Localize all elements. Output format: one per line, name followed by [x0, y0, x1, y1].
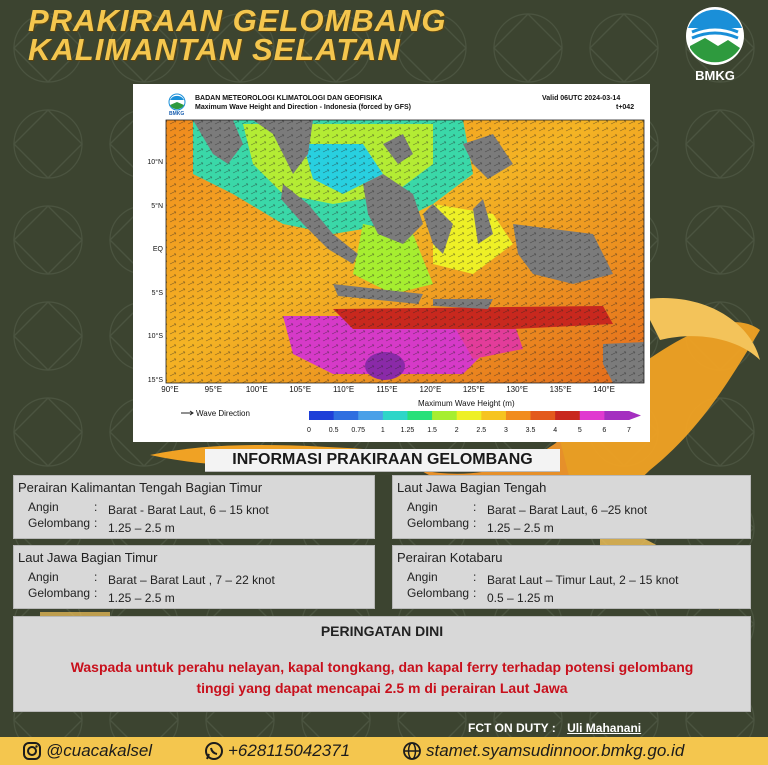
colorbar-tick: 0.75: [351, 427, 366, 434]
colorbar-segment: [334, 411, 359, 420]
colorbar: [309, 411, 641, 420]
lon-label: 100°E: [245, 385, 268, 394]
map-logo: [169, 94, 185, 110]
lat-label: 5°N: [151, 202, 163, 210]
gelombang-label: Gelombang: [407, 586, 470, 600]
card-title: Laut Jawa Bagian Tengah: [397, 480, 547, 495]
warning-line-1: Waspada untuk perahu nelayan, kapal tongkang, dan kapal ferry terhadap potensi gelombang: [70, 659, 694, 675]
angin-colon: :: [473, 570, 477, 584]
card-title: Perairan Kotabaru: [397, 550, 503, 565]
angin-value: Barat Laut – Timur Laut, 2 – 15 knot: [487, 573, 679, 587]
gelombang-value: 1.25 – 2.5 m: [108, 591, 175, 605]
colorbar-tick: 1.5: [427, 427, 437, 434]
colorbar-tick: 0: [307, 427, 311, 434]
bmkg-logo-text: BMKG: [695, 68, 735, 83]
gelombang-label: Gelombang: [407, 516, 470, 530]
card-title: Perairan Kalimantan Tengah Bagian Timur: [18, 480, 263, 495]
colorbar-tick: 3: [503, 427, 508, 434]
gelombang-colon: :: [473, 516, 477, 530]
forecast-card: [392, 545, 751, 609]
gelombang-value: 1.25 – 2.5 m: [487, 521, 554, 535]
colorbar-segment: [531, 411, 556, 420]
gelombang-value: 1.25 – 2.5 m: [108, 521, 175, 535]
map-plot: [166, 120, 644, 383]
colorbar-tick: 3.5: [525, 427, 536, 434]
bmkg-logo: [680, 4, 750, 84]
lon-label: 120°E: [419, 385, 442, 394]
lon-label: 140°E: [593, 385, 615, 394]
angin-label: Angin: [28, 500, 59, 514]
warning-panel: [13, 616, 751, 712]
lon-label: 115°E: [376, 385, 398, 394]
title-line-1: PRAKIRAAN GELOMBANG: [28, 3, 447, 38]
map-agency: BADAN METEOROLOGI KLIMATOLOGI DAN GEOFISIKA: [195, 95, 383, 102]
fct-on-duty: [468, 721, 641, 735]
colorbar-segment: [309, 411, 334, 420]
warning-text: [22, 657, 742, 699]
lon-label: 90°E: [161, 385, 179, 394]
angin-colon: :: [94, 570, 98, 584]
angin-value: Barat – Barat Laut, 6 –25 knot: [487, 503, 648, 517]
warning-line-2: tinggi yang dapat mencapai 2.5 m di perairan Laut Jawa: [196, 680, 568, 696]
lon-label: 95°E: [204, 385, 223, 394]
wave-direction-arrow-icon: [181, 411, 193, 415]
angin-value: Barat – Barat Laut , 7 – 22 knot: [108, 573, 275, 587]
lat-label: 10°S: [147, 333, 163, 340]
instagram-handle[interactable]: @cuacakalsel: [46, 741, 153, 760]
colorbar-segment: [580, 411, 605, 420]
lat-label: 15°S: [147, 376, 163, 384]
info-section-title: INFORMASI PRAKIRAAN GELOMBANG: [205, 449, 560, 472]
lat-label: 10°N: [147, 159, 163, 166]
gelombang-value: 0.5 – 1.25 m: [487, 591, 554, 605]
colorbar-tick: 0.5: [328, 427, 339, 434]
colorbar-tick: 2.5: [476, 427, 487, 434]
angin-label: Angin: [407, 500, 438, 514]
gelombang-label: Gelombang: [28, 586, 91, 600]
whatsapp-icon: [204, 741, 224, 761]
instagram-icon: [22, 741, 42, 761]
gelombang-colon: :: [94, 586, 98, 600]
forecast-card: [13, 475, 375, 539]
website-link[interactable]: stamet.syamsudinnoor.bmkg.go.id: [426, 741, 685, 760]
colorbar-title: Maximum Wave Height (m): [418, 399, 515, 408]
colorbar-segment: [457, 411, 482, 420]
colorbar-tick: 1.25: [400, 427, 415, 434]
warning-title: PERINGATAN DINI: [320, 623, 444, 639]
lat-label: EQ: [152, 246, 163, 253]
map-subtitle: Maximum Wave Height and Direction - Indonesia (forced by GFS): [195, 104, 411, 111]
colorbar-segment: [555, 411, 580, 420]
map-logo-text: BMKG: [169, 111, 185, 117]
colorbar-extend: [629, 411, 641, 420]
colorbar-segment: [604, 411, 629, 420]
angin-label: Angin: [28, 570, 59, 584]
colorbar-segment: [432, 411, 457, 420]
whatsapp-number[interactable]: +628115042371: [228, 741, 351, 760]
colorbar-segment: [358, 411, 383, 420]
colorbar-segment: [383, 411, 408, 420]
lon-label: 130°E: [506, 385, 529, 394]
forecast-card: [392, 475, 751, 539]
gelombang-colon: :: [473, 586, 477, 600]
wave-direction-legend: Wave Direction: [196, 409, 250, 418]
lon-label: 135°E: [549, 385, 572, 394]
colorbar-tick: 5: [577, 427, 582, 434]
angin-value: Barat - Barat Laut, 6 – 15 knot: [108, 503, 269, 517]
footer-bar: [0, 737, 768, 765]
colorbar-segment: [506, 411, 531, 420]
map-lead-time: t+042: [616, 104, 635, 111]
colorbar-segment: [407, 411, 432, 420]
colorbar-tick: 6: [602, 427, 607, 434]
gelombang-label: Gelombang: [28, 516, 91, 530]
lon-label: 125°E: [462, 385, 485, 394]
card-title: Laut Jawa Bagian Timur: [18, 550, 158, 565]
colorbar-tick: 7: [627, 427, 631, 434]
globe-icon: [402, 741, 422, 761]
lon-label: 110°E: [332, 385, 355, 394]
angin-colon: :: [94, 500, 98, 514]
lat-label: 5°S: [151, 289, 163, 297]
colorbar-tick: 4: [553, 427, 558, 434]
bmkg-logo-icon: [680, 4, 750, 68]
fct-label: FCT ON DUTY :: [468, 721, 556, 735]
fct-name: Uli Mahanani: [567, 721, 642, 735]
lon-label: 105°E: [289, 385, 312, 394]
colorbar-tick: 1: [380, 427, 385, 434]
wave-map-panel: [133, 84, 650, 442]
map-valid-time: Valid 06UTC 2024-03-14: [542, 95, 621, 102]
colorbar-segment: [481, 411, 506, 420]
angin-colon: :: [473, 500, 477, 514]
gelombang-colon: :: [94, 516, 98, 530]
forecast-card: [13, 545, 375, 609]
angin-label: Angin: [407, 570, 438, 584]
title-line-2: KALIMANTAN SELATAN: [28, 32, 401, 67]
page-title: [28, 3, 447, 67]
colorbar-tick: 2: [454, 427, 459, 434]
